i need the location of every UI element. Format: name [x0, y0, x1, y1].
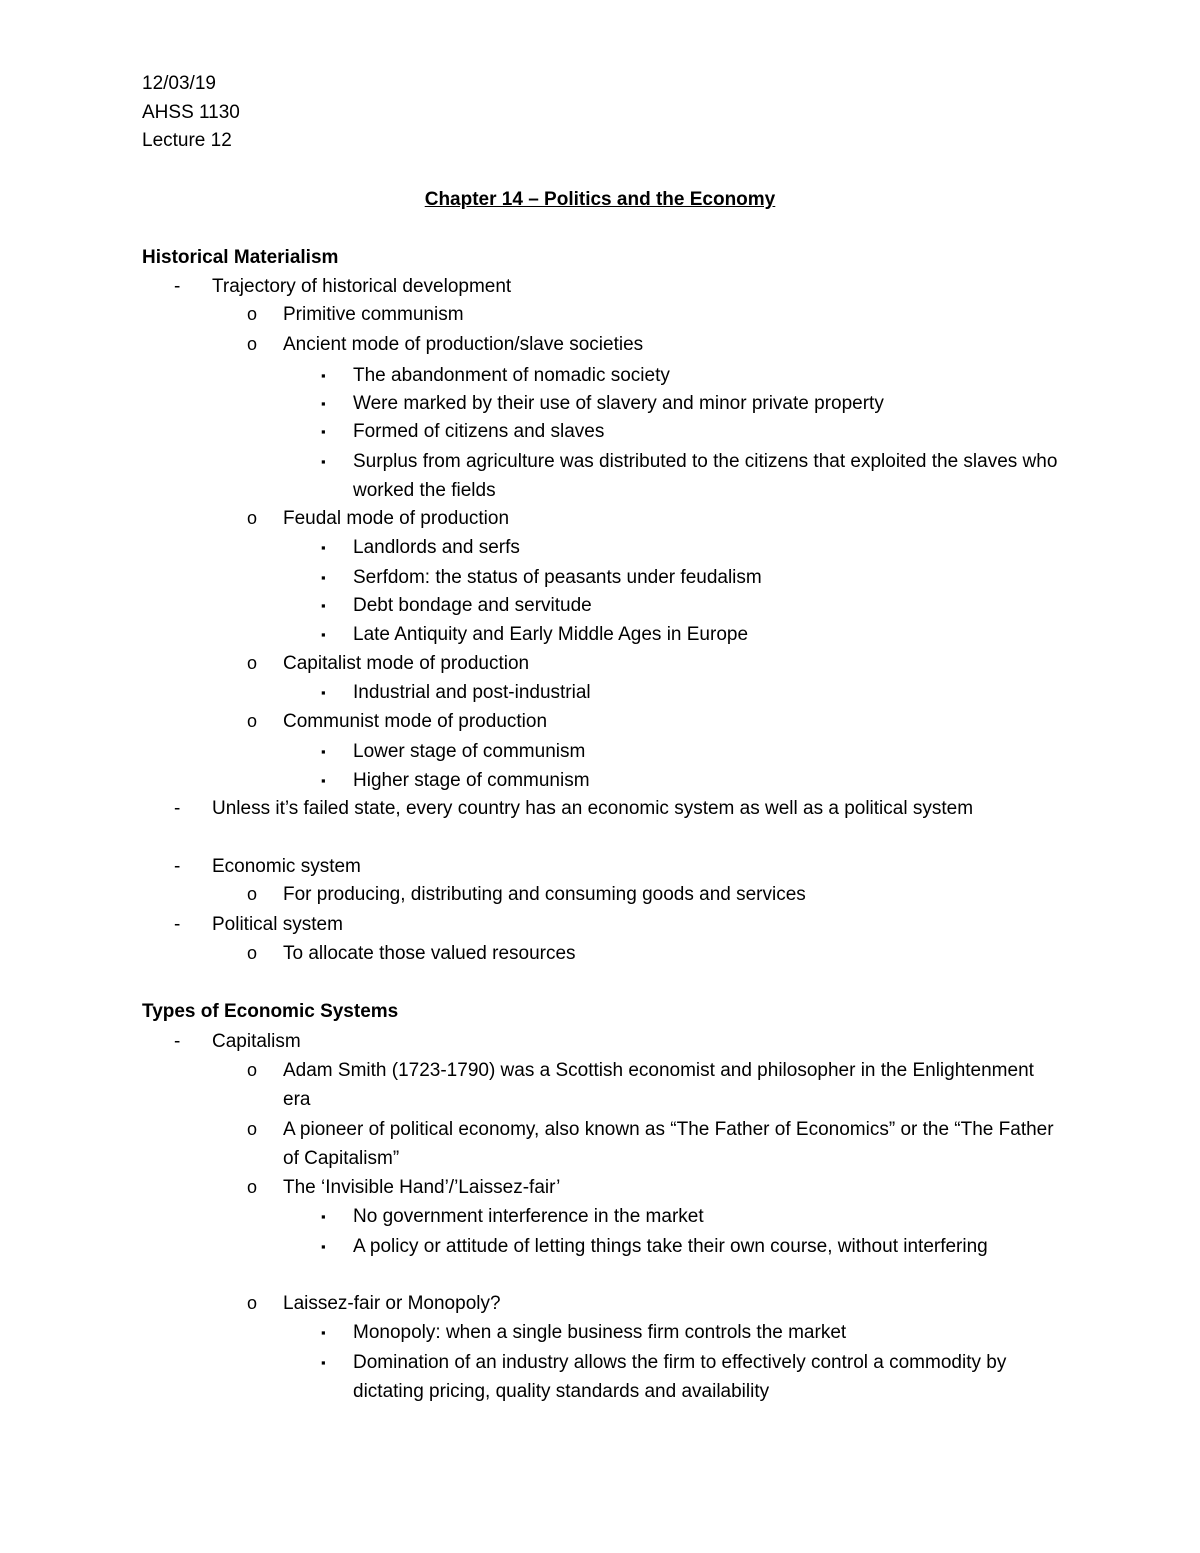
square-bullet: ▪	[321, 685, 326, 700]
square-bullet: ▪	[321, 424, 326, 439]
section-heading-types-of-economic-systems: Types of Economic Systems	[142, 1001, 399, 1022]
square-bullet: ▪	[321, 368, 326, 383]
list-item: - Trajectory of historical development	[212, 272, 1012, 301]
square-bullet: ▪	[321, 454, 326, 469]
square-bullet: ▪	[321, 540, 326, 555]
circle-bullet: o	[247, 943, 258, 963]
section-heading-historical-materialism: Historical Materialism	[142, 247, 339, 268]
list-item: o To allocate those valued resources	[283, 939, 1063, 968]
list-item: ▪ Lower stage of communism	[353, 737, 1073, 766]
list-item: ▪ Higher stage of communism	[353, 766, 1073, 795]
header-course: AHSS 1130	[142, 101, 240, 123]
list-item: ▪ Late Antiquity and Early Middle Ages in Europe	[353, 620, 1073, 649]
dash-bullet: -	[174, 1031, 181, 1052]
list-item: ▪ Debt bondage and servitude	[353, 591, 1073, 620]
circle-bullet: o	[247, 508, 258, 528]
list-item: o The ‘Invisible Hand’/’Laissez-fair’	[283, 1173, 1063, 1202]
header-lecture: Lecture 12	[142, 130, 232, 151]
circle-bullet: o	[247, 1060, 258, 1080]
list-item: ▪ Monopoly: when a single business firm controls the market	[353, 1318, 1073, 1347]
square-bullet: ▪	[321, 773, 326, 788]
square-bullet: ▪	[321, 1325, 326, 1340]
list-item: ▪ Domination of an industry allows the firm to effectively control a commodity by dictating pricing, quality standards and availability	[353, 1348, 1073, 1406]
list-item: ▪ Were marked by their use of slavery and minor private property	[353, 389, 1073, 418]
list-item: ▪ No government interference in the market	[353, 1202, 1073, 1231]
list-item: o Communist mode of production	[283, 707, 1063, 736]
dash-bullet: -	[174, 856, 181, 877]
square-bullet: ▪	[321, 598, 326, 613]
circle-bullet: o	[247, 1177, 258, 1197]
square-bullet: ▪	[321, 396, 326, 411]
list-item: ▪ Industrial and post-industrial	[353, 678, 1073, 707]
dash-bullet: -	[174, 276, 181, 297]
list-item: ▪ Surplus from agriculture was distributed to the citizens that exploited the slaves who worked the fields	[353, 447, 1073, 505]
dash-bullet: -	[174, 798, 181, 819]
list-item: o For producing, distributing and consuming goods and services	[283, 880, 1063, 909]
list-item: - Capitalism	[212, 1027, 1012, 1056]
list-item: o Feudal mode of production	[283, 504, 1063, 533]
document-header	[142, 70, 240, 156]
list-item: - Unless it’s failed state, every country has an economic system as well as a political system	[212, 794, 1012, 823]
list-item: o Adam Smith (1723-1790) was a Scottish economist and philosopher in the Enlightenment era	[283, 1056, 1063, 1114]
list-item: ▪ Landlords and serfs	[353, 533, 1073, 562]
list-item: - Economic system	[212, 852, 1012, 881]
list-item: o A pioneer of political economy, also known as “The Father of Economics” or the “The Father of Capitalism”	[283, 1115, 1063, 1173]
square-bullet: ▪	[321, 1209, 326, 1224]
circle-bullet: o	[247, 334, 258, 354]
list-item: o Primitive communism	[283, 300, 1063, 329]
list-item: o Ancient mode of production/slave societies	[283, 330, 1063, 359]
chapter-title: Chapter 14 – Politics and the Economy	[424, 189, 776, 210]
circle-bullet: o	[247, 884, 258, 904]
circle-bullet: o	[247, 711, 258, 731]
list-item: ▪ Formed of citizens and slaves	[353, 417, 1073, 446]
header-date: 12/03/19	[142, 73, 216, 94]
dash-bullet: -	[174, 914, 181, 935]
list-item: o Capitalist mode of production	[283, 649, 1063, 678]
list-item: o Laissez-fair or Monopoly?	[283, 1289, 1063, 1318]
square-bullet: ▪	[321, 627, 326, 642]
list-item: ▪ A policy or attitude of letting things take their own course, without interfering	[353, 1232, 1073, 1261]
list-item: ▪ Serfdom: the status of peasants under feudalism	[353, 563, 1073, 592]
circle-bullet: o	[247, 653, 258, 673]
circle-bullet: o	[247, 304, 258, 324]
square-bullet: ▪	[321, 570, 326, 585]
square-bullet: ▪	[321, 1355, 326, 1370]
circle-bullet: o	[247, 1293, 258, 1313]
list-item: - Political system	[212, 910, 1012, 939]
list-item: ▪ The abandonment of nomadic society	[353, 361, 1073, 390]
square-bullet: ▪	[321, 1239, 326, 1254]
circle-bullet: o	[247, 1119, 258, 1139]
square-bullet: ▪	[321, 744, 326, 759]
